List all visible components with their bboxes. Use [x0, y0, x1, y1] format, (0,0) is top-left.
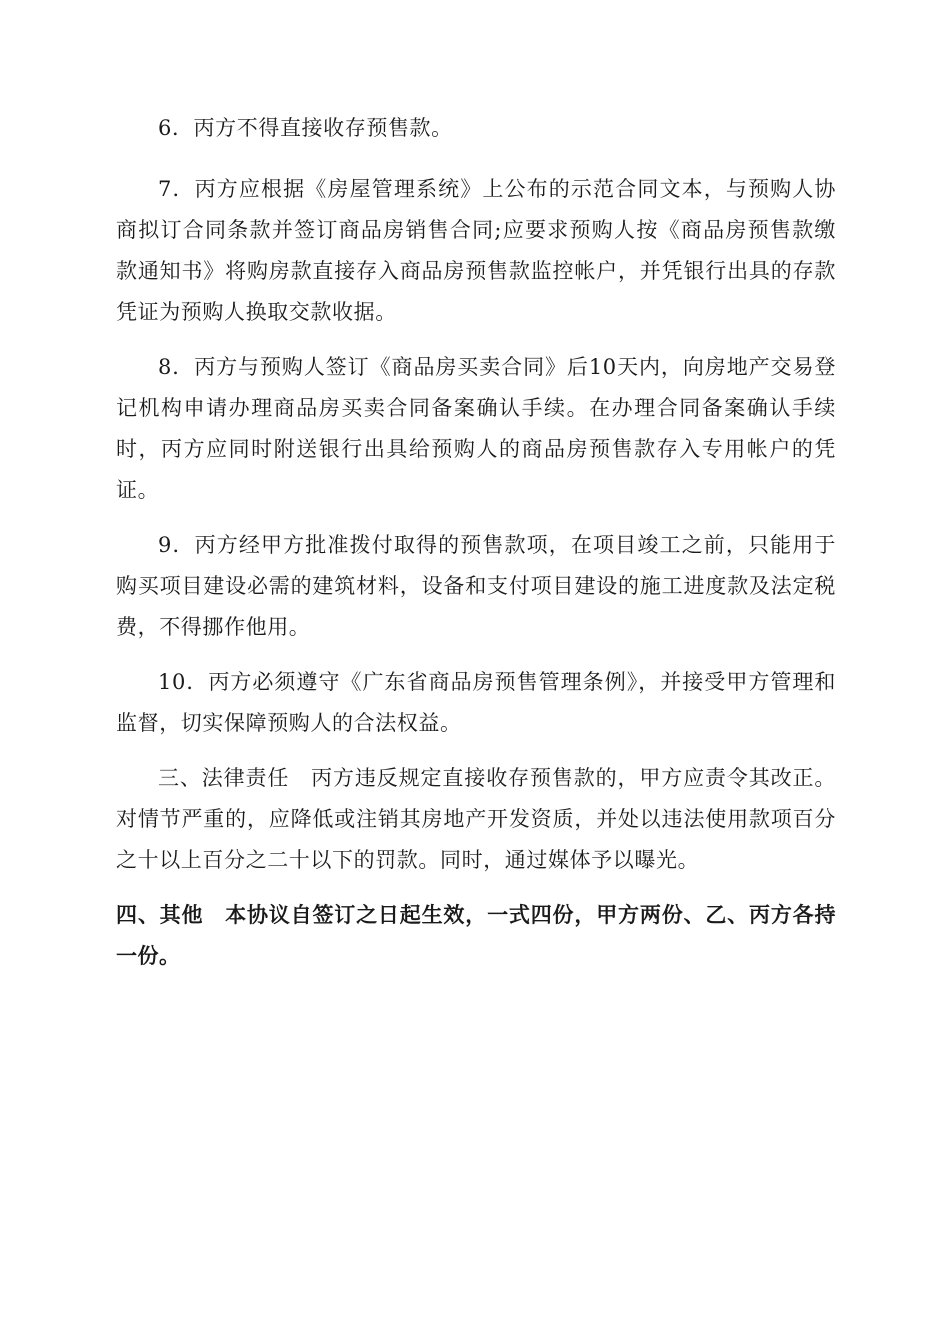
clause-8: 8．丙方与预购人签订《商品房买卖合同》后10天内，向房地产交易登记机构申请办理商品房买卖合同备案确认手续。在办理合同备案确认手续时，丙方应同时附送银行出具给预购人的商品房预售款存入专用帐户的凭证。: [116, 355, 836, 502]
section-legal-liability: 三、法律责任 丙方违反规定直接收存预售款的，甲方应责令其改正。对情节严重的，应降低或注销其房地产开发资质，并处以违法使用款项百分之十以上百分之二十以下的罚款。同时，通过媒体予以曝光。: [116, 766, 836, 872]
clause-9: 9．丙方经甲方批准拨付取得的预售款项，在项目竣工之前，只能用于购买项目建设必需的建筑材料，设备和支付项目建设的施工进度款及法定税费，不得挪作他用。: [116, 533, 836, 639]
document-page: [116, 108, 836, 991]
clause-7: 7．丙方应根据《房屋管理系统》上公布的示范合同文本，与预购人协商拟订合同条款并签订商品房销售合同;应要求预购人按《商品房预售款缴款通知书》将购房款直接存入商品房预售款监控帐户，并凭银行出具的存款凭证为预购人换取交款收据。: [116, 177, 836, 324]
clause-10: 10．丙方必须遵守《广东省商品房预售管理条例》，并接受甲方管理和监督，切实保障预购人的合法权益。: [116, 670, 836, 735]
clause-6: 6．丙方不得直接收存预售款。: [158, 116, 453, 140]
section-other: 四、其他 本协议自签订之日起生效，一式四份，甲方两份、乙、丙方各持一份。: [116, 903, 836, 968]
